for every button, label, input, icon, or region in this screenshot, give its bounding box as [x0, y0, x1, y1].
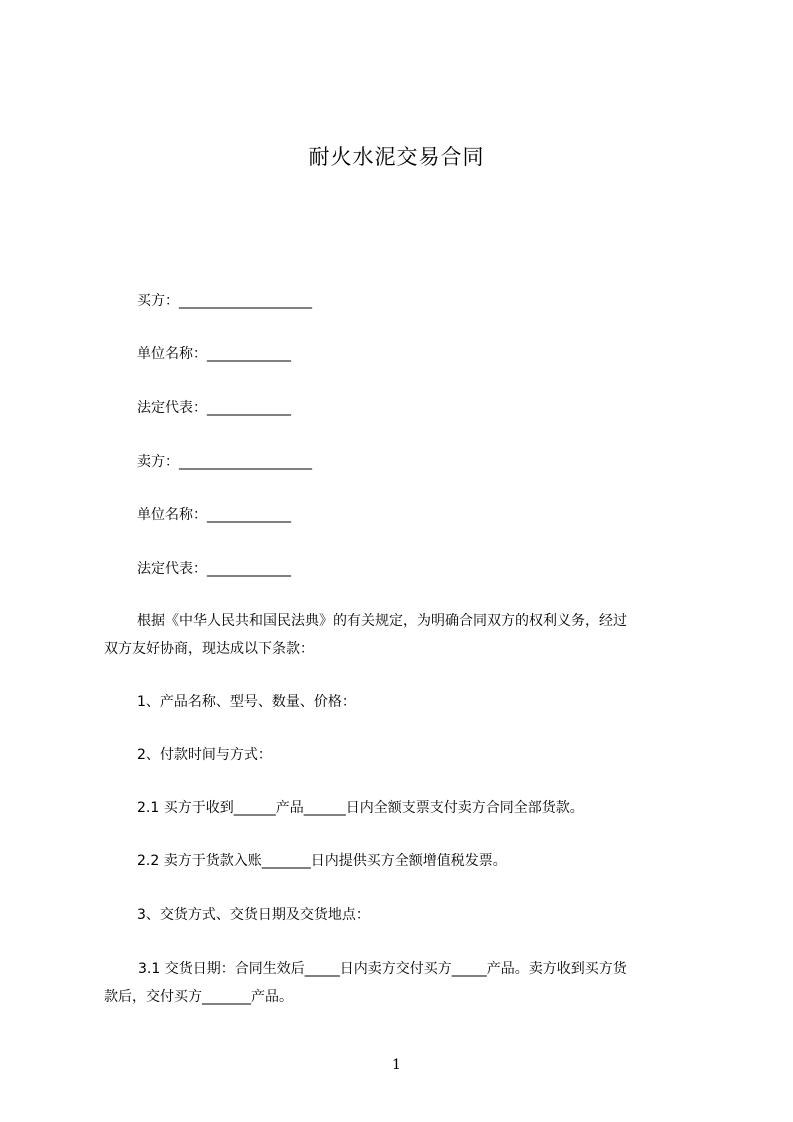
clause-1-heading: 1、产品名称、型号、数量、价格： [137, 694, 356, 710]
document-title: 耐火水泥交易合同 [308, 145, 485, 169]
seller-field: 卖方：___________________ [137, 454, 312, 470]
intro-paragraph-line-1: 根据《中华人民共和国民法典》的有关规定，为明确合同双方的权利义务，经过 [137, 613, 627, 629]
intro-paragraph-line-2: 双方友好协商，现达成以下条款： [104, 641, 314, 657]
clause-3-1-line-2: 款后，交付买方_______产品。 [104, 989, 293, 1005]
clause-2-2: 2.2 卖方于货款入账_______日内提供买方全额增值税发票。 [137, 853, 507, 869]
page-number: 1 [392, 1057, 401, 1073]
clause-3-heading: 3、交货方式、交货日期及交货地点： [137, 907, 370, 923]
seller-representative-field: 法定代表：____________ [137, 561, 291, 577]
buyer-field: 买方：___________________ [137, 293, 312, 309]
buyer-unit-field: 单位名称：____________ [137, 346, 291, 362]
clause-2-1: 2.1 买方于收到______产品______日内全额支票支付卖方合同全部货款。 [137, 800, 584, 816]
buyer-representative-field: 法定代表：____________ [137, 400, 291, 416]
clause-3-1-line-1: 3.1 交货日期：合同生效后_____日内卖方交付买方_____产品。卖方收到买方货 [138, 961, 627, 977]
seller-unit-field: 单位名称：____________ [137, 507, 291, 523]
clause-2-heading: 2、付款时间与方式： [137, 747, 272, 763]
